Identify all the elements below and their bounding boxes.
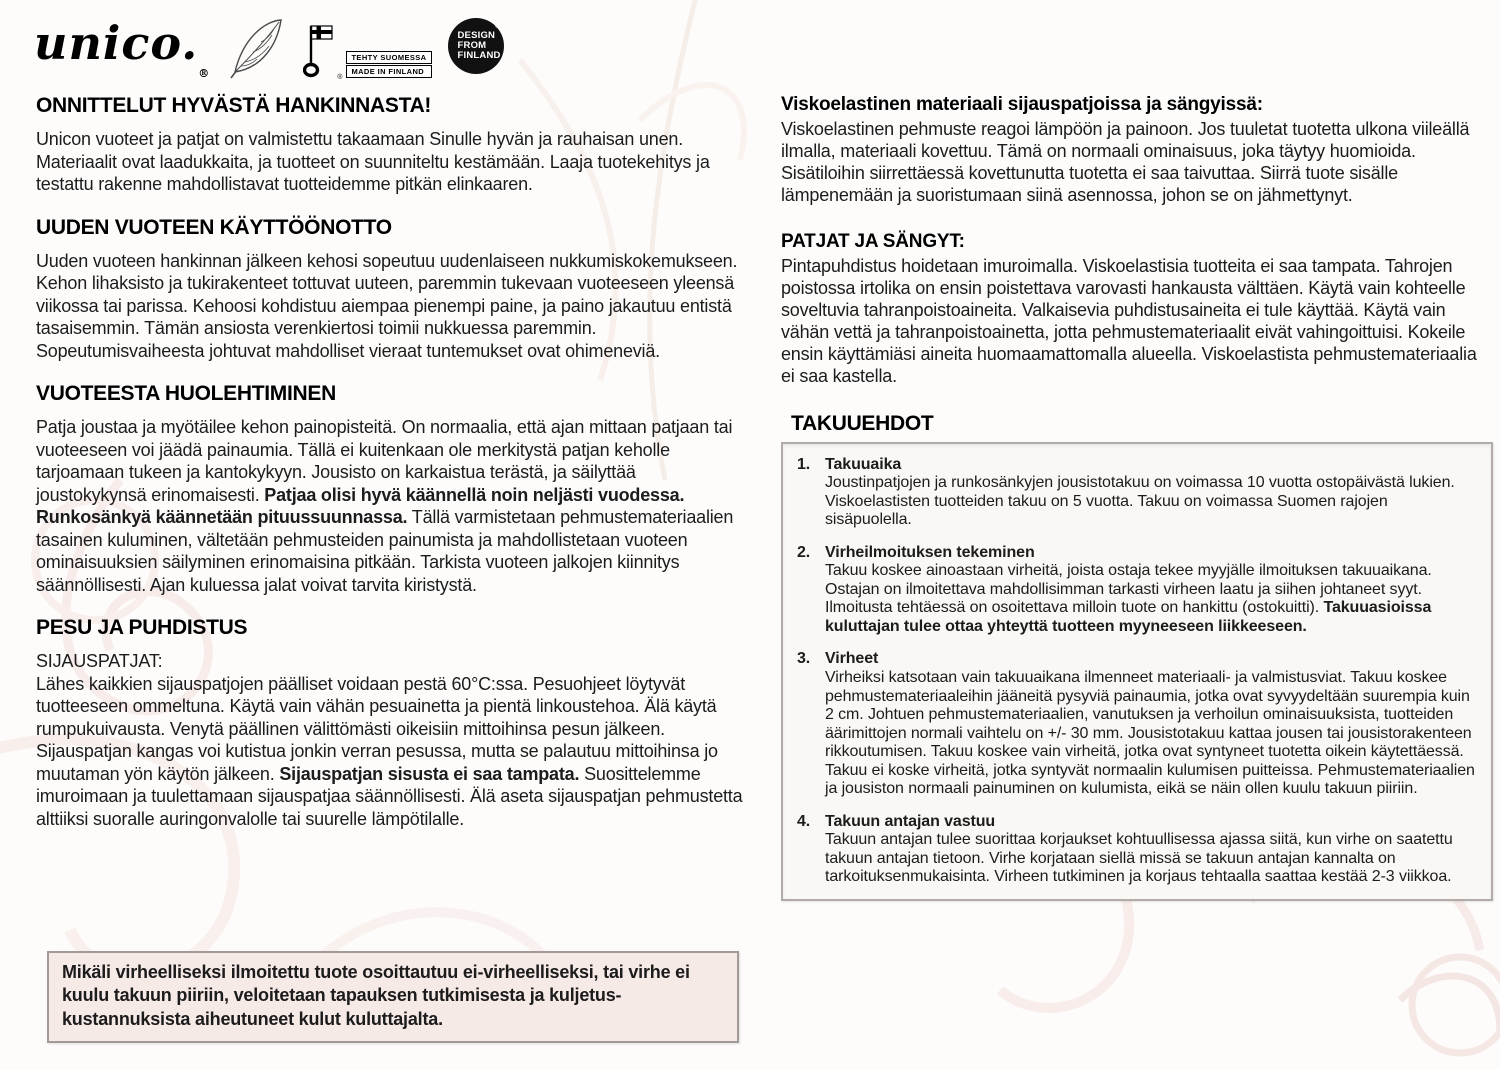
warranty-item-body: Joustinpatjojen ja runkosänkyjen jousistotakuu on voimassa 10 vuotta ostopäivästä lukien. Viskoelastisten tuotteiden takuu on 5 vuotta. Takuu on voimassa Suomen rajojen sisäpuolella. (825, 474, 1455, 529)
section-heading-viscoelastic: Viskoelastinen materiaali sijauspatjoissa ja sängyissä: (781, 94, 1263, 115)
section-heading-congratulations: ONNITTELUT HYVÄSTÄ HANKINNASTA! (36, 94, 432, 117)
registered-mark: ® (198, 67, 210, 80)
unico-logo-text: unico. (34, 16, 199, 70)
made-in-finland-badge (303, 24, 431, 81)
warranty-item-title: Takuun antajan vastuu (825, 812, 996, 830)
registered-mark: ® (495, 24, 500, 30)
warranty-terms-box (781, 442, 1493, 901)
warranty-item-4 (793, 813, 1477, 887)
section-body-mattresses-beds: Pintapuhdistus hoidetaan imuroimalla. Viskoelastisia tuotteita ei saa tampata. Tahrojen poistossa irtolika on ensin poistettava varovasti hankausta välttäen. Käytä vain kohteelle soveltuvia tahranpoistoaineita. Valkaisevia puhdistusaineita ei tule käyttää. Käytä vain vähän vettä ja tahranpoistoainetta, jotta pehmustemateriaalit eivät vahingoittuisi. Kokeile ensin käyttämiäsi aineita huomaamattomalla alueella. Viskoelastista pehmustemateriaalia ei saa kastella. (781, 255, 1477, 386)
liability-notice-box (47, 951, 739, 1043)
registered-mark: ® (337, 74, 343, 81)
section-body-congratulations: Unicon vuoteet ja patjat on valmistettu takaamaan Sinulle hyvän ja rauhaisan unen. Materiaalit ovat laadukkaita, ja tuotteet on suunniteltu kestämään. Laaja tuotekehitys ja testattu rakenne mahdollistavat tuotteidemme pitkän elinkaaren. (36, 129, 710, 194)
warranty-item-1 (793, 456, 1477, 530)
section-heading-washing: PESU JA PUHDISTUS (36, 616, 248, 639)
right-column (781, 94, 1493, 901)
liability-notice-text: Mikäli virheelliseksi ilmoitettu tuote osoittautuu ei-virheelliseksi, tai virhe ei kuulu takuun piiriin, veloitetaan tapauksen tutkimisesta ja kuljetus-kustannuksista aiheutuneet kulut kuluttajalta. (62, 962, 690, 1029)
warranty-item-title: Virheet (825, 650, 879, 668)
warranty-item-title: Takuuaika (825, 455, 902, 473)
feather-icon (225, 16, 287, 80)
warranty-item-body: Takuu koskee ainoastaan virheitä, joista ostaja tekee myyjälle ilmoituksen takuuaikana. Ostajan on ilmoitettava mahdollisimman tarkasti virheen laatu ja siihen johtaneet syyt. Ilmoitusta tehtäessä on osoitettava milloin tuote on hankittu (ostokuitti). Takuuasioissa kuluttajan tulee ottaa yhteyttä tuotteen myyneeseen liikkeeseen. (825, 562, 1432, 635)
section-body-new-bed: Uuden vuoteen hankinnan jälkeen kehosi sopeutuu uudenlaiseen nukkumiskokemukseen. Kehon lihaksisto ja tukirakenteet tottuvat uuteen, paremmin tukevaan vuoteeseen yleensä viikossa tai parissa. Kehoosi kohdistuu aiempaa pienempi paine, ja paino jakautuu entistä tasaisemmin. Tämän ansiosta verenkiertosi toimii nukkuessa paremmin. Sopeutumisvaiheesta johtuvat mahdolliset vieraat tuntemukset ovat ohimeneviä. (36, 250, 738, 361)
unico-logo (34, 16, 210, 80)
section-body-viscoelastic: Viskoelastinen pehmuste reagoi lämpöön ja painoon. Jos tuuletat tuotetta ulkona viileällä ilmalla, materiaali kovettuu. Tämä on normaali ominaisuus, joka täytyy huomioida. Sisätiloihin siirrettäessä kovettunutta tuotetta ei saa taivuttaa. Siirrä tuote sisälle lämpenemään ja suoristumaan siinä asennossa, johon se on jähmettynyt. (781, 119, 1470, 205)
section-heading-new-bed: UUDEN VUOTEEN KÄYTTÖÖNOTTO (36, 215, 392, 239)
warranty-item-body: Takuun antajan tulee suorittaa korjaukset kohtuullisessa ajassa siitä, kun virhe on saatettu takuun antajan tietoon. Virhe korjataan siellä missä se takuun antajan kannalta on tarkoituksenmukaisinta. Virheen tutkiminen ja korjaus tehtaalla saattaa kestää 2-3 viikkoa. (825, 831, 1453, 886)
warranty-item-number: 4. (797, 812, 811, 830)
section-body-bed-care: Patja joustaa ja myötäilee kehon painopisteitä. On normaalia, että ajan mittaan patjaan tai vuoteeseen voi jäädä painaumia. Tällä ei kuitenkaan ole merkitystä patjan keholle tarjoamaan tukeen ja kantokykyyn. Jousisto on karkaistua terästä, ja säilyttää joustokykynsä erinomaisesti. Patjaa olisi hyvä käännellä noin neljästi vuodessa. Runkosänkyä käännetään pituussuunnassa. Tällä varmistetaan pehmustemateriaalien tasainen kuluminen, vältetään pehmusteiden painumista ja mahdollistetaan vuoteen ominaisuuksien säilyminen erinomaisina pitkään. Tarkista vuoteen jalkojen kiinnitys säännöllisesti. Ajan kuluessa jalat voivat tarvita kiristystä. (36, 417, 734, 595)
design-badge-line3: FINLAND (457, 50, 501, 62)
warranty-heading: TAKUUEHDOT (791, 411, 934, 435)
design-badge-line2: FROM (457, 39, 487, 51)
warranty-item-number: 3. (797, 650, 811, 668)
section-heading-bed-care: VUOTEESTA HUOLEHTIMINEN (36, 382, 336, 405)
made-badge-text (346, 51, 431, 78)
design-badge-line1: DESIGN (457, 29, 496, 41)
warranty-item-number: 2. (797, 543, 811, 561)
flag-key-icon (303, 24, 333, 78)
design-from-finland-badge (448, 18, 504, 74)
brand-row (34, 14, 504, 81)
section-body-washing: Lähes kaikkien sijauspatjojen päälliset voidaan pestä 60°C:ssa. Pesuohjeet löytyvät tuotteeseen ommeltuna. Käytä vain vähän pesuainetta ja pientä linkoustehoa. Älä käytä rumpukuivausta. Venytä päällinen välittömästi oikeisiin mittoihinsa pesun jälkeen. Sijauspatjan kangas voi kutistua jonkin verran pesussa, mutta se palautuu mittoihinsa jo muutaman yön käytön jälkeen. Sijauspatjan sisusta ei saa tampata. Suosittelemme imuroimaan ja tuulettamaan sijauspatjaa säännöllisesti. Älä aseta sijauspatjan pehmustetta alttiiksi suoralle auringonvalolle tai suurelle lämpötilalle. (36, 673, 743, 829)
left-column (36, 94, 744, 830)
made-badge-line2: MADE IN FINLAND (346, 65, 431, 78)
warranty-item-title: Virheilmoituksen tekeminen (825, 543, 1035, 561)
warranty-item-3 (793, 650, 1477, 798)
subheading-topper-mattresses: SIJAUSPATJAT: (36, 651, 163, 671)
warranty-item-number: 1. (797, 455, 811, 473)
warranty-item-body: Virheiksi katsotaan vain takuuaikana ilmenneet materiaali- ja valmistusviat. Takuu koskee pehmustemateriaaleihin jääneitä pysyviä painaumia, jotka ovat syvyydeltään suurempia kuin 2 cm. Johtuen pehmustemateriaalien, vanutuksen ja verhoilun ominaisuuksista, tuotteiden äärimittojen normali vaihtelu on +/- 30 mm. Jousistotakuu kattaa jousen tai jousistorakenteen rikkoutumisen. Takuu koskee vain virheitä, jotka ovat syntyneet tuotetta oikein käytettäessä. Takuu ei koske virheitä, jotka syntyvät normaalin kulumisen puitteissa. Pehmustemateriaalien ja jousiston normaali painuminen on kulumista, eikä se näin ollen kuulu takuun piiriin. (825, 669, 1475, 798)
warranty-item-2 (793, 544, 1477, 637)
section-heading-mattresses-beds: PATJAT JA SÄNGYT: (781, 230, 965, 252)
made-badge-line1: TEHTY SUOMESSA (346, 51, 431, 64)
